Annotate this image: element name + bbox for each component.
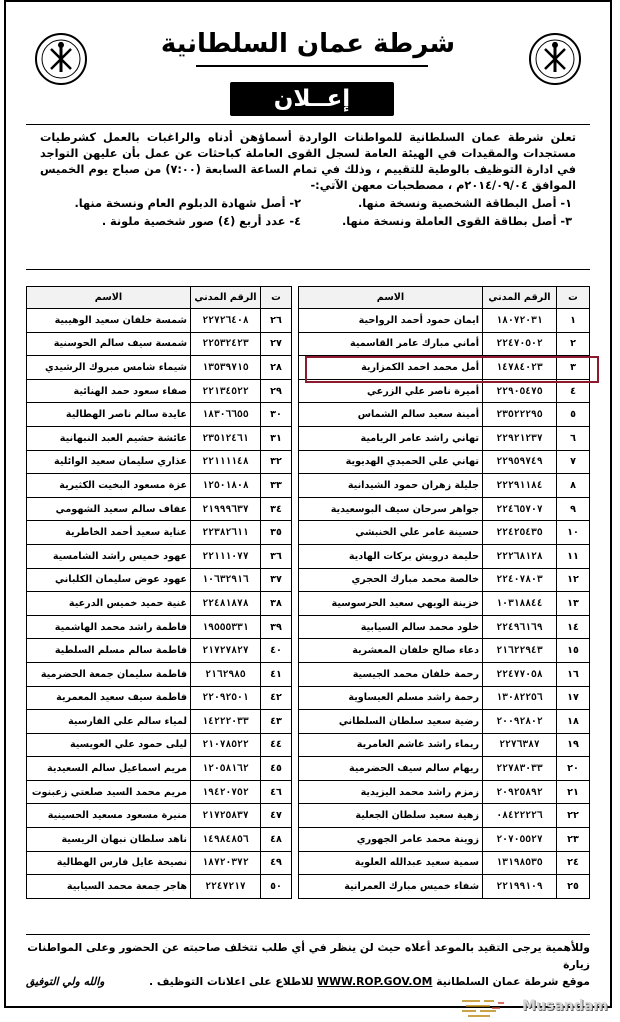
cell-no: ٥٠	[261, 875, 292, 899]
cell-civil-number: ٢٠٧٠٥٥٢٧	[483, 828, 557, 852]
table-row	[27, 828, 292, 852]
table-row	[27, 851, 292, 875]
requirement-item: ٣- أصل بطاقة القوى العاملة ونسخة منها.	[341, 215, 572, 228]
cell-name: شمسة سيف سالم الحوسنية	[27, 332, 191, 356]
cell-civil-number: ٢٢٠٩٢٥٠١	[191, 686, 261, 710]
table-row	[299, 639, 590, 663]
cell-civil-number: ٢٢٧٦٣٨٧	[483, 733, 557, 757]
cell-name: فاطمة سيف سعيد المعمرية	[27, 686, 191, 710]
cell-no: ٢٠	[557, 757, 590, 781]
cell-name: رحمة خلفان محمد الجيسية	[299, 662, 483, 686]
cell-no: ٤	[557, 379, 590, 403]
cell-civil-number: ٢١٦٢٩٨٥	[191, 662, 261, 686]
cell-civil-number: ٠٨٤٢٢٢٢٦	[483, 804, 557, 828]
footer-line-2-suffix: للاطلاع على اعلانات التوظيف .	[148, 975, 314, 988]
footer-line-1: وللأهمية يرجى التقيد بالموعد أعلاه حيث لن ينظر في أي طلب تتخلف صاحبته عن الحضور وعلى المواطنات زيارة	[27, 941, 590, 971]
title-underline	[196, 65, 428, 67]
table-row	[27, 544, 292, 568]
cell-civil-number: ١٠٣١٨٨٤٤	[483, 592, 557, 616]
cell-civil-number: ١٣٥٣٩٧١٥	[191, 356, 261, 380]
requirement-item: ٤- عدد أربع (٤) صور شخصية ملونة .	[101, 215, 301, 228]
cell-civil-number: ٢٢٤٢٥٤٣٥	[483, 521, 557, 545]
cell-civil-number: ١٤٢٢٢٠٣٣	[191, 710, 261, 734]
cell-no: ٤٥	[261, 757, 292, 781]
cell-no: ٣١	[261, 426, 292, 450]
table-row	[27, 804, 292, 828]
cell-name: عناية سعيد أحمد الخاطرية	[27, 521, 191, 545]
cell-name: تهاني علي الحميدي الهديوية	[299, 450, 483, 474]
cell-name: زهية سعيد سلطان الجعلية	[299, 804, 483, 828]
cell-civil-number: ١٩٤٢٠٧٥٢	[191, 780, 261, 804]
footer-line-2	[26, 973, 590, 990]
cell-civil-number: ١٣٠٨٢٢٥٦	[483, 686, 557, 710]
table-row	[27, 639, 292, 663]
requirements-list	[26, 194, 590, 230]
cell-no: ٤٦	[261, 780, 292, 804]
cell-name: خالصة محمد مبارك الحجري	[299, 568, 483, 592]
cell-name: عايدة سالم ناصر الهطالية	[27, 403, 191, 427]
table-body	[299, 309, 590, 899]
table-row	[299, 450, 590, 474]
table-row	[299, 875, 590, 899]
cell-name: نصيحة عايل فارس الهطالية	[27, 851, 191, 875]
cell-civil-number: ٢٢٤٧٢١٧	[191, 875, 261, 899]
cell-name: سمية سعيد عبدالله العلوية	[299, 851, 483, 875]
intro-paragraph: تعلن شرطة عمان السلطانية للمواطنات الواردة أسماؤهن أدناه والراغبات بالعمل كشرطيات مستجدات والمقيدات في الهيئة العامة لسجل القوى العاملة كباحثات عن عمل بأن عليهن التواجد في ادارة التوظيف بالوطية للتقييم ، وذلك في تمام الساعة السابعة (٧:٠٠) من صباح يوم الخميس الموافق ٢٠١٤/٠٩/٠٤م ، مصطحبات معهن الآتي:-	[40, 131, 577, 192]
cell-name: ايمان حمود أحمد الرواحية	[299, 309, 483, 333]
table-row	[27, 757, 292, 781]
cell-civil-number: ٢٢٤٩٦١٦٩	[483, 615, 557, 639]
cell-civil-number: ١٨٧٢٠٣٧٢	[191, 851, 261, 875]
cell-civil-number: ٢١٧٢٧٨٢٧	[191, 639, 261, 663]
cell-civil-number: ٢١٩٩٩٦٣٧	[191, 497, 261, 521]
cell-name: مريم محمد السيد صلعتي زعبنوت	[27, 780, 191, 804]
cell-no: ١٩	[557, 733, 590, 757]
cell-no: ١٥	[557, 639, 590, 663]
table-row	[27, 615, 292, 639]
col-header-no: ت	[557, 287, 590, 309]
cell-civil-number: ٢٢٧٨٣٠٣٣	[483, 757, 557, 781]
cell-civil-number: ١٨٣٠٦٦٥٥	[191, 403, 261, 427]
cell-civil-number: ٢٢٤٠٧٨٠٣	[483, 568, 557, 592]
footer-line-2-prefix: موقع شرطة عمان السلطانية	[436, 975, 590, 988]
table-row	[299, 426, 590, 450]
cell-civil-number: ٢١٠٧٨٥٢٢	[191, 733, 261, 757]
table-row	[299, 497, 590, 521]
cell-name: جليلة زهران حمود الشيدانية	[299, 474, 483, 498]
watermark-text: Musandam	[522, 998, 608, 1014]
table-row	[27, 710, 292, 734]
cell-civil-number: ١٢٠٥٨١٦٢	[191, 757, 261, 781]
announcement-banner: إعــلان	[230, 82, 394, 116]
cell-civil-number: ٢٢٢٩١١٨٤	[483, 474, 557, 498]
cell-civil-number: ١٤٧٨٤٠٢٣	[483, 356, 557, 380]
cell-name: زوينة محمد عامر الجهوري	[299, 828, 483, 852]
cell-name: ليلى حمود علي العويسية	[27, 733, 191, 757]
cell-no: ٤٣	[261, 710, 292, 734]
table-row	[299, 403, 590, 427]
table-row	[27, 497, 292, 521]
table-row	[299, 356, 590, 380]
cell-name: صفاء سعود حمد الهنائية	[27, 379, 191, 403]
cell-no: ٤٢	[261, 686, 292, 710]
cell-no: ٢٩	[261, 379, 292, 403]
cell-no: ١٠	[557, 521, 590, 545]
table-row	[299, 686, 590, 710]
cell-name: مريم اسماعيل سالم السعيدية	[27, 757, 191, 781]
table-row	[299, 615, 590, 639]
table-row	[299, 309, 590, 333]
cell-no: ١٨	[557, 710, 590, 734]
cell-no: ٣٦	[261, 544, 292, 568]
cell-name: تهاني راشد عامر الريامية	[299, 426, 483, 450]
table-row	[27, 309, 292, 333]
cell-name: فاطمة راشد محمد الهاشمية	[27, 615, 191, 639]
table-row	[299, 521, 590, 545]
cell-name: فاطمة سالم مسلم السلطية	[27, 639, 191, 663]
table-row	[299, 828, 590, 852]
cell-name: رضية سعيد سلطان السلطاني	[299, 710, 483, 734]
table-row	[27, 474, 292, 498]
cell-civil-number: ٢٢٣٨٢٦١١	[191, 521, 261, 545]
cell-civil-number: ٢٢٥٣٢٤٢٣	[191, 332, 261, 356]
cell-no: ١٧	[557, 686, 590, 710]
cell-civil-number: ٢٢٤٨١٨٧٨	[191, 592, 261, 616]
cell-no: ٤٧	[261, 804, 292, 828]
watermark	[462, 994, 612, 1018]
cell-name: غنية حميد خميس الدرعية	[27, 592, 191, 616]
cell-no: ٦	[557, 426, 590, 450]
cell-civil-number: ١٢٥٠١٨٠٨	[191, 474, 261, 498]
cell-civil-number: ٢٢١١١١٤٨	[191, 450, 261, 474]
cell-no: ٣٣	[261, 474, 292, 498]
cell-name: عائشة حشيم العبد النبهانية	[27, 426, 191, 450]
cell-civil-number: ١٤٩٨٤٨٥٦	[191, 828, 261, 852]
cell-name: جواهر سرحان سيف البوسعيدية	[299, 497, 483, 521]
cell-no: ١٣	[557, 592, 590, 616]
table-row	[299, 710, 590, 734]
table-row	[27, 780, 292, 804]
cell-name: لمياء سالم علي الفارسية	[27, 710, 191, 734]
cell-no: ٢١	[557, 780, 590, 804]
cell-name: أمينة سعيد سالم الشماس	[299, 403, 483, 427]
cell-civil-number: ١٠٦٣٢٩١٦	[191, 568, 261, 592]
cell-name: حسينة عامر علي الخنبشي	[299, 521, 483, 545]
cell-no: ٣٠	[261, 403, 292, 427]
table-row	[27, 568, 292, 592]
table-row	[299, 568, 590, 592]
cell-no: ١١	[557, 544, 590, 568]
cell-no: ١٤	[557, 615, 590, 639]
table-row	[27, 662, 292, 686]
cell-civil-number: ٢٢٧٢٦٤٠٨	[191, 309, 261, 333]
cell-name: زمزم راشد محمد اليزيدية	[299, 780, 483, 804]
table-body	[27, 309, 292, 899]
cell-no: ١٦	[557, 662, 590, 686]
cell-civil-number: ٢٣٥١٢٤٦١	[191, 426, 261, 450]
col-header-no: ت	[261, 287, 292, 309]
col-header-civil: الرقم المدني	[483, 287, 557, 309]
table-row	[299, 544, 590, 568]
cell-name: رحمة راشد مسلم العيساوية	[299, 686, 483, 710]
requirement-item: ١- أصل البطاقة الشخصية ونسخة منها.	[357, 197, 572, 210]
cell-no: ١٢	[557, 568, 590, 592]
cell-no: ٣٩	[261, 615, 292, 639]
table-row	[27, 379, 292, 403]
cell-no: ٣٤	[261, 497, 292, 521]
cell-civil-number: ٢٢١٩٩١٠٩	[483, 875, 557, 899]
cell-name: شمسة خلفان سعيد الوهيبية	[27, 309, 191, 333]
cell-civil-number: ٢٢١١١٠٧٧	[191, 544, 261, 568]
table-row	[299, 757, 590, 781]
cell-name: حليمة درويش بركات الهادية	[299, 544, 483, 568]
closing-phrase: والله ولي التوفيق	[26, 975, 105, 988]
cell-civil-number: ١٣١٩٨٥٣٥	[483, 851, 557, 875]
cell-civil-number: ١٨٠٧٢٠٣١	[483, 309, 557, 333]
cell-civil-number: ٢٠٠٩٢٨٠٢	[483, 710, 557, 734]
cell-no: ٣٨	[261, 592, 292, 616]
cell-civil-number: ٢٢٢٦٨١٢٨	[483, 544, 557, 568]
cell-name: ناهد سلطان نبهان الريسية	[27, 828, 191, 852]
table-header-row	[27, 287, 292, 309]
table-row	[299, 804, 590, 828]
cell-civil-number: ٢٢٩٠٥٤٧٥	[483, 379, 557, 403]
organization-title: شرطة عمان السلطانية	[160, 29, 456, 59]
cell-civil-number: ٢٢٤٧٠٥٠٢	[483, 332, 557, 356]
cell-civil-number: ٢٣٥٢٢٢٩٥	[483, 403, 557, 427]
table-row	[27, 332, 292, 356]
candidates-table-right	[298, 286, 590, 899]
website-link[interactable]: WWW.ROP.GOV.OM	[317, 975, 433, 988]
announcement-page	[4, 0, 612, 1008]
col-header-name: الاسم	[299, 287, 483, 309]
table-row	[27, 426, 292, 450]
table-row	[27, 733, 292, 757]
requirement-item: ٢- أصل شهادة الدبلوم العام ونسخة منها.	[74, 197, 301, 210]
cell-civil-number: ٢٢١٣٤٥٢٢	[191, 379, 261, 403]
table-header-row	[299, 287, 590, 309]
cell-civil-number: ٢٠٩٢٥٨٩٢	[483, 780, 557, 804]
table-row	[27, 686, 292, 710]
cell-no: ٧	[557, 450, 590, 474]
intro-section	[26, 124, 590, 270]
table-row	[299, 780, 590, 804]
cell-no: ٢	[557, 332, 590, 356]
cell-name: شيماء شامس مبروك الرشيدي	[27, 356, 191, 380]
cell-no: ١	[557, 309, 590, 333]
cell-name: ريهام سالم سيف الحضرمية	[299, 757, 483, 781]
cell-civil-number: ٢٢٩٢١٢٣٧	[483, 426, 557, 450]
cell-no: ٩	[557, 497, 590, 521]
cell-no: ٢٧	[261, 332, 292, 356]
cell-name: عذاري سليمان سعيد الوائلية	[27, 450, 191, 474]
table-row	[299, 474, 590, 498]
cell-no: ٢٣	[557, 828, 590, 852]
table-row	[299, 733, 590, 757]
cell-name: خلود محمد سالم السيابية	[299, 615, 483, 639]
cell-no: ٢٥	[557, 875, 590, 899]
table-row	[27, 875, 292, 899]
cell-name: ريماء راشد غاشم العامرية	[299, 733, 483, 757]
cell-name: شفاء خميس مبارك العمرانية	[299, 875, 483, 899]
cell-name: دعاء صالح خلفان المعشرية	[299, 639, 483, 663]
table-row	[299, 332, 590, 356]
cell-no: ٤١	[261, 662, 292, 686]
cell-name: عهود عوض سليمان الكلباني	[27, 568, 191, 592]
cell-name: فاطمة سليمان جمعة الحضرمية	[27, 662, 191, 686]
cell-no: ٣	[557, 356, 590, 380]
table-row	[27, 592, 292, 616]
table-row	[27, 521, 292, 545]
cell-no: ٣٢	[261, 450, 292, 474]
cell-name: هاجر جمعة محمد السيابية	[27, 875, 191, 899]
cell-name: منيرة مسعود مسعيد الحسينية	[27, 804, 191, 828]
cell-name: عزة مسعود البخيت الكثيرية	[27, 474, 191, 498]
table-row	[27, 356, 292, 380]
col-header-name: الاسم	[27, 287, 191, 309]
cell-no: ٥	[557, 403, 590, 427]
cell-name: أميرة ناصر علي الزرعي	[299, 379, 483, 403]
col-header-civil: الرقم المدني	[191, 287, 261, 309]
cell-name: عفاف سالم سعيد الشهومي	[27, 497, 191, 521]
table-row	[299, 662, 590, 686]
table-row	[299, 379, 590, 403]
cell-name: أماني مبارك عامر القاسمية	[299, 332, 483, 356]
cell-name: أمل محمد احمد الكمزارية	[299, 356, 483, 380]
cell-name: خزينة الويهي سعيد الحرسوسية	[299, 592, 483, 616]
cell-no: ٤٨	[261, 828, 292, 852]
cell-civil-number: ٢٢٩٥٩٧٤٩	[483, 450, 557, 474]
footer-notice	[26, 934, 590, 988]
candidates-table-left	[26, 286, 292, 899]
cell-no: ٤٤	[261, 733, 292, 757]
table-row	[27, 403, 292, 427]
table-row	[299, 592, 590, 616]
cell-no: ٣٧	[261, 568, 292, 592]
cell-no: ٨	[557, 474, 590, 498]
cell-no: ٢٤	[557, 851, 590, 875]
cell-no: ٣٥	[261, 521, 292, 545]
cell-civil-number: ٢٢٤٧٧٠٥٨	[483, 662, 557, 686]
cell-no: ٤٠	[261, 639, 292, 663]
cell-no: ٢٨	[261, 356, 292, 380]
cell-civil-number: ١٩٥٥٥٣٣١	[191, 615, 261, 639]
cell-civil-number: ٢١٧٢٥٨٣٧	[191, 804, 261, 828]
cell-no: ٢٦	[261, 309, 292, 333]
cell-no: ٢٢	[557, 804, 590, 828]
table-row	[299, 851, 590, 875]
table-row	[27, 450, 292, 474]
cell-name: عهود خميس راشد الشامسية	[27, 544, 191, 568]
cell-no: ٤٩	[261, 851, 292, 875]
cell-civil-number: ٢١٦٢٢٩٤٣	[483, 639, 557, 663]
cell-civil-number: ٢٢٤٦٥٧٠٧	[483, 497, 557, 521]
